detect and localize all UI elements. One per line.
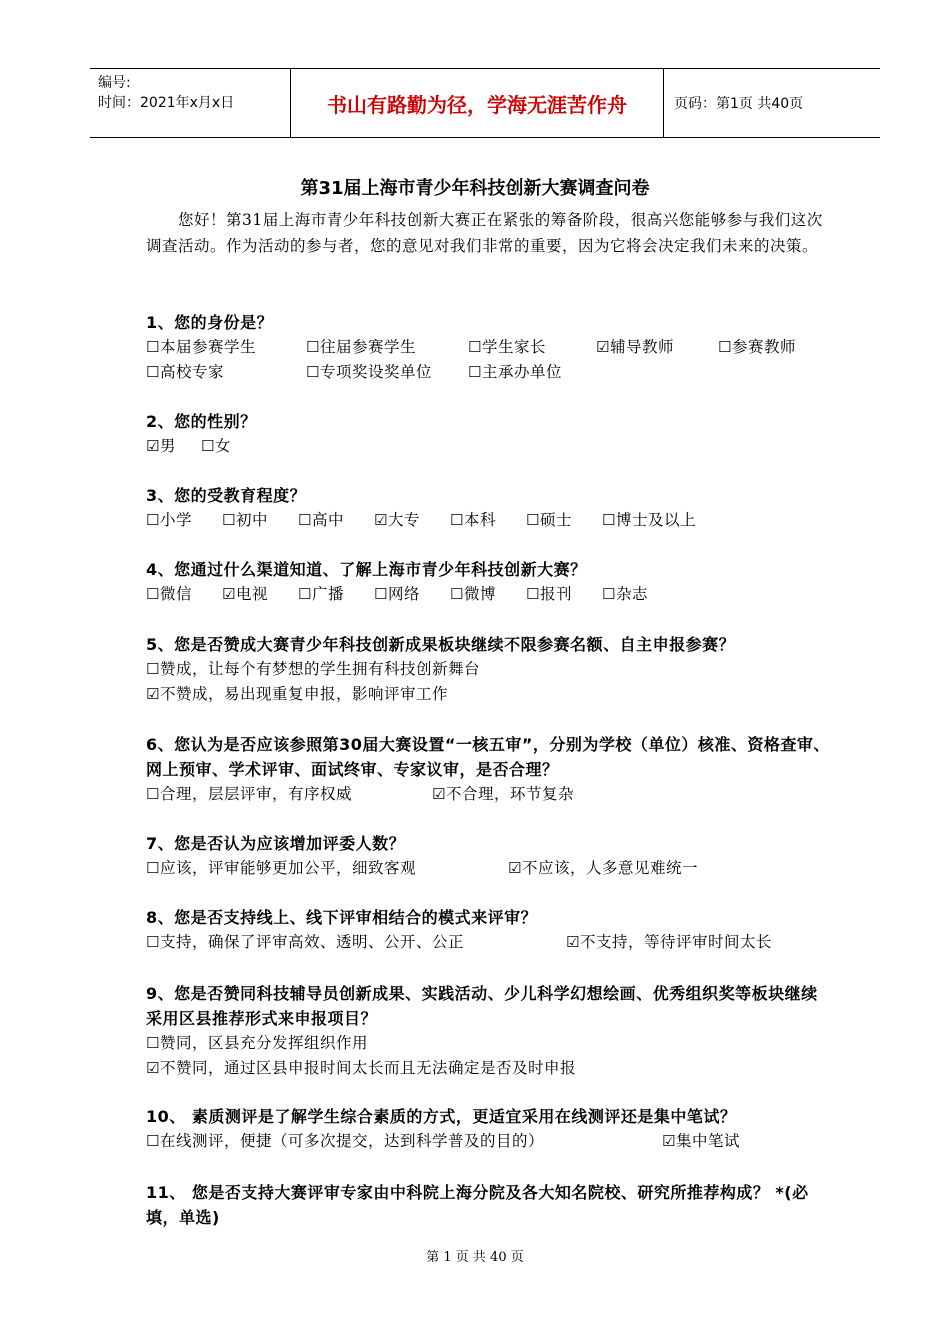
option-label: 报刊: [539, 585, 572, 603]
option[interactable]: [146, 856, 508, 881]
question-11: [146, 1180, 830, 1230]
question-8: [146, 905, 846, 955]
option[interactable]: [146, 508, 222, 533]
option[interactable]: [602, 582, 648, 607]
checkbox-unchecked-icon[interactable]: ☐: [201, 437, 215, 455]
option[interactable]: [602, 508, 696, 533]
option[interactable]: [146, 335, 306, 360]
option-label: 应该，评审能够更加公平，细致客观: [159, 859, 416, 877]
option-label: 硕士: [539, 511, 572, 529]
checkbox-unchecked-icon[interactable]: ☐: [146, 859, 160, 877]
option[interactable]: [146, 434, 201, 459]
option[interactable]: [146, 360, 306, 385]
option[interactable]: [306, 335, 468, 360]
option[interactable]: [526, 582, 602, 607]
option[interactable]: [146, 582, 222, 607]
checkbox-checked-icon[interactable]: ☑: [146, 437, 160, 455]
option-label: 大专: [387, 511, 420, 529]
checkbox-unchecked-icon[interactable]: ☐: [146, 511, 160, 529]
option-label: 广播: [311, 585, 344, 603]
option-label: 网络: [387, 585, 420, 603]
option-label: 杂志: [615, 585, 648, 603]
option[interactable]: [146, 930, 566, 955]
checkbox-unchecked-icon[interactable]: ☐: [146, 660, 160, 678]
checkbox-unchecked-icon[interactable]: ☐: [718, 338, 732, 356]
checkbox-unchecked-icon[interactable]: ☐: [526, 511, 540, 529]
option-label: 学生家长: [481, 338, 546, 356]
option[interactable]: [566, 930, 772, 955]
question-2: [146, 409, 846, 459]
checkbox-checked-icon[interactable]: ☑: [566, 933, 580, 951]
option-label: 小学: [159, 511, 192, 529]
option-label: 往届参赛学生: [319, 338, 416, 356]
option-label: 专项奖设奖单位: [319, 363, 432, 381]
question-1: [146, 310, 846, 385]
option-label: 支持，确保了评审高效、透明、公开、公正: [159, 933, 464, 951]
question-10: [146, 1104, 846, 1154]
option[interactable]: [146, 782, 432, 807]
header-motto: 书山有路勤为径，学海无涯苦作舟: [290, 69, 664, 137]
checkbox-unchecked-icon[interactable]: ☐: [602, 511, 616, 529]
question-text: 10、 素质测评是了解学生综合素质的方式，更适宜采用在线测评还是集中笔试？: [146, 1107, 737, 1126]
option[interactable]: [662, 1129, 740, 1154]
checkbox-unchecked-icon[interactable]: ☐: [526, 585, 540, 603]
option-label: 辅导教师: [609, 338, 674, 356]
options-row: [146, 682, 846, 707]
checkbox-unchecked-icon[interactable]: ☐: [146, 585, 160, 603]
option-label: 不应该，人多意见难统一: [521, 859, 698, 877]
option-label: 电视: [235, 585, 268, 603]
checkbox-unchecked-icon[interactable]: ☐: [146, 933, 160, 951]
number-label: 编号:: [98, 75, 131, 91]
question-text: 5、您是否赞成大赛青少年科技创新成果板块继续不限参赛名额、自主申报参赛？: [146, 635, 736, 654]
options-row: [146, 1031, 830, 1056]
page-number-label: 页码：第1页 共40页: [674, 96, 804, 112]
checkbox-unchecked-icon[interactable]: ☐: [602, 585, 616, 603]
option-label: 赞成，让每个有梦想的学生拥有科技创新舞台: [159, 660, 480, 678]
option-label: 初中: [235, 511, 268, 529]
header-meta: [98, 73, 288, 113]
option-label: 女: [214, 437, 231, 455]
option[interactable]: [146, 1129, 662, 1154]
option[interactable]: [306, 360, 468, 385]
option-label: 高校专家: [159, 363, 224, 381]
option-label: 高中: [311, 511, 344, 529]
option-label: 不赞同，通过区县申报时间太长而且无法确定是否及时申报: [159, 1059, 576, 1077]
option[interactable]: [450, 508, 526, 533]
options-row: [146, 930, 846, 955]
checkbox-unchecked-icon[interactable]: ☐: [146, 785, 160, 803]
question-4: [146, 557, 846, 607]
checkbox-checked-icon[interactable]: ☑: [146, 685, 160, 703]
option[interactable]: [146, 1056, 576, 1081]
question-text: 7、您是否认为应该增加评委人数？: [146, 834, 406, 853]
question-text: 9、您是否赞同科技辅导员创新成果、实践活动、少儿科学幻想绘画、优秀组织奖等板块继续采用区县推荐形式来申报项目？: [146, 984, 818, 1028]
checkbox-checked-icon[interactable]: ☑: [596, 338, 610, 356]
question-text: 11、 您是否支持大赛评审专家由中科院上海分院及各大知名院校、研究所推荐构成？ *(必填，单选): [146, 1183, 809, 1227]
option-label: 微博: [463, 585, 496, 603]
question-3: [146, 483, 846, 533]
checkbox-checked-icon[interactable]: ☑: [146, 1059, 160, 1077]
option-label: 在线测评，便捷（可多次提交，达到科学普及的目的）: [159, 1132, 544, 1150]
option-label: 不赞成，易出现重复申报，影响评审工作: [159, 685, 448, 703]
page-header: [90, 68, 880, 138]
document-title: 第31届上海市青少年科技创新大赛调查问卷: [300, 178, 650, 199]
option[interactable]: [508, 856, 698, 881]
options-row: [146, 1129, 846, 1154]
question-text: 1、您的身份是？: [146, 313, 274, 332]
checkbox-checked-icon[interactable]: ☑: [508, 859, 522, 877]
checkbox-unchecked-icon[interactable]: ☐: [468, 338, 482, 356]
option-label: 不支持，等待评审时间太长: [579, 933, 772, 951]
option-label: 本科: [463, 511, 496, 529]
option-label: 主承办单位: [481, 363, 562, 381]
question-text: 3、您的受教育程度？: [146, 486, 307, 505]
question-6: [146, 732, 830, 807]
option-label: 微信: [159, 585, 192, 603]
checkbox-unchecked-icon[interactable]: ☐: [298, 511, 312, 529]
option[interactable]: [432, 782, 574, 807]
option[interactable]: [298, 508, 374, 533]
checkbox-unchecked-icon[interactable]: ☐: [450, 511, 464, 529]
options-row: [146, 1056, 830, 1081]
option[interactable]: [298, 582, 374, 607]
question-9: [146, 981, 830, 1081]
checkbox-checked-icon[interactable]: ☑: [374, 511, 388, 529]
option-label: 男: [159, 437, 176, 455]
question-text: 4、您通过什么渠道知道、了解上海市青少年科技创新大赛？: [146, 560, 587, 579]
page-footer: 第 1 页 共 40 页: [426, 1250, 524, 1265]
options-row: [146, 508, 846, 533]
checkbox-unchecked-icon[interactable]: ☐: [306, 338, 320, 356]
option[interactable]: [374, 582, 450, 607]
options-row: [146, 582, 846, 607]
options-row: [146, 360, 846, 385]
checkbox-unchecked-icon[interactable]: ☐: [298, 585, 312, 603]
question-text: 2、您的性别？: [146, 412, 257, 431]
option[interactable]: [526, 508, 602, 533]
checkbox-unchecked-icon[interactable]: ☐: [450, 585, 464, 603]
option[interactable]: [596, 335, 718, 360]
question-text: 8、您是否支持线上、线下评审相结合的模式来评审？: [146, 908, 538, 927]
option[interactable]: [718, 335, 796, 360]
option[interactable]: [374, 508, 450, 533]
checkbox-unchecked-icon[interactable]: ☐: [306, 363, 320, 381]
option[interactable]: [468, 360, 562, 385]
checkbox-unchecked-icon[interactable]: ☐: [222, 511, 236, 529]
option-label: 博士及以上: [615, 511, 696, 529]
option[interactable]: [201, 434, 231, 459]
checkbox-unchecked-icon[interactable]: ☐: [146, 363, 160, 381]
option[interactable]: [468, 335, 596, 360]
option-label: 本届参赛学生: [159, 338, 256, 356]
intro-paragraph: 您好！第31届上海市青少年科技创新大赛正在紧张的筹备阶段，很高兴您能够参与我们这次调查活动。作为活动的参与者，您的意见对我们非常的重要，因为它将会决定我们未来的决策。: [146, 211, 823, 255]
option[interactable]: [222, 508, 298, 533]
checkbox-checked-icon[interactable]: ☑: [432, 785, 446, 803]
checkbox-checked-icon[interactable]: ☑: [222, 585, 236, 603]
option[interactable]: [146, 1031, 368, 1056]
option-label: 集中笔试: [675, 1132, 740, 1150]
option-label: 赞同，区县充分发挥组织作用: [159, 1034, 368, 1052]
checkbox-unchecked-icon[interactable]: ☐: [146, 1034, 160, 1052]
checkbox-unchecked-icon[interactable]: ☐: [146, 338, 160, 356]
question-5: [146, 632, 846, 707]
question-text: 6、您认为是否应该参照第30届大赛设置“一核五审”，分别为学校（单位）核准、资格查审、网上预审、学术评审、面试终审、专家议审，是否合理？: [146, 735, 830, 779]
option[interactable]: [146, 682, 448, 707]
options-row: [146, 657, 846, 682]
checkbox-unchecked-icon[interactable]: ☐: [468, 363, 482, 381]
options-row: [146, 335, 846, 360]
option-label: 不合理，环节复杂: [445, 785, 574, 803]
option[interactable]: [450, 582, 526, 607]
options-row: [146, 782, 830, 807]
options-row: [146, 434, 846, 459]
checkbox-unchecked-icon[interactable]: ☐: [146, 1132, 160, 1150]
option-label: 合理，层层评审，有序权威: [159, 785, 352, 803]
option[interactable]: [222, 582, 298, 607]
option[interactable]: [146, 657, 480, 682]
time-label: 时间：2021年x月x日: [98, 95, 235, 111]
checkbox-unchecked-icon[interactable]: ☐: [374, 585, 388, 603]
checkbox-checked-icon[interactable]: ☑: [662, 1132, 676, 1150]
options-row: [146, 856, 846, 881]
question-7: [146, 831, 846, 881]
option-label: 参赛教师: [731, 338, 796, 356]
